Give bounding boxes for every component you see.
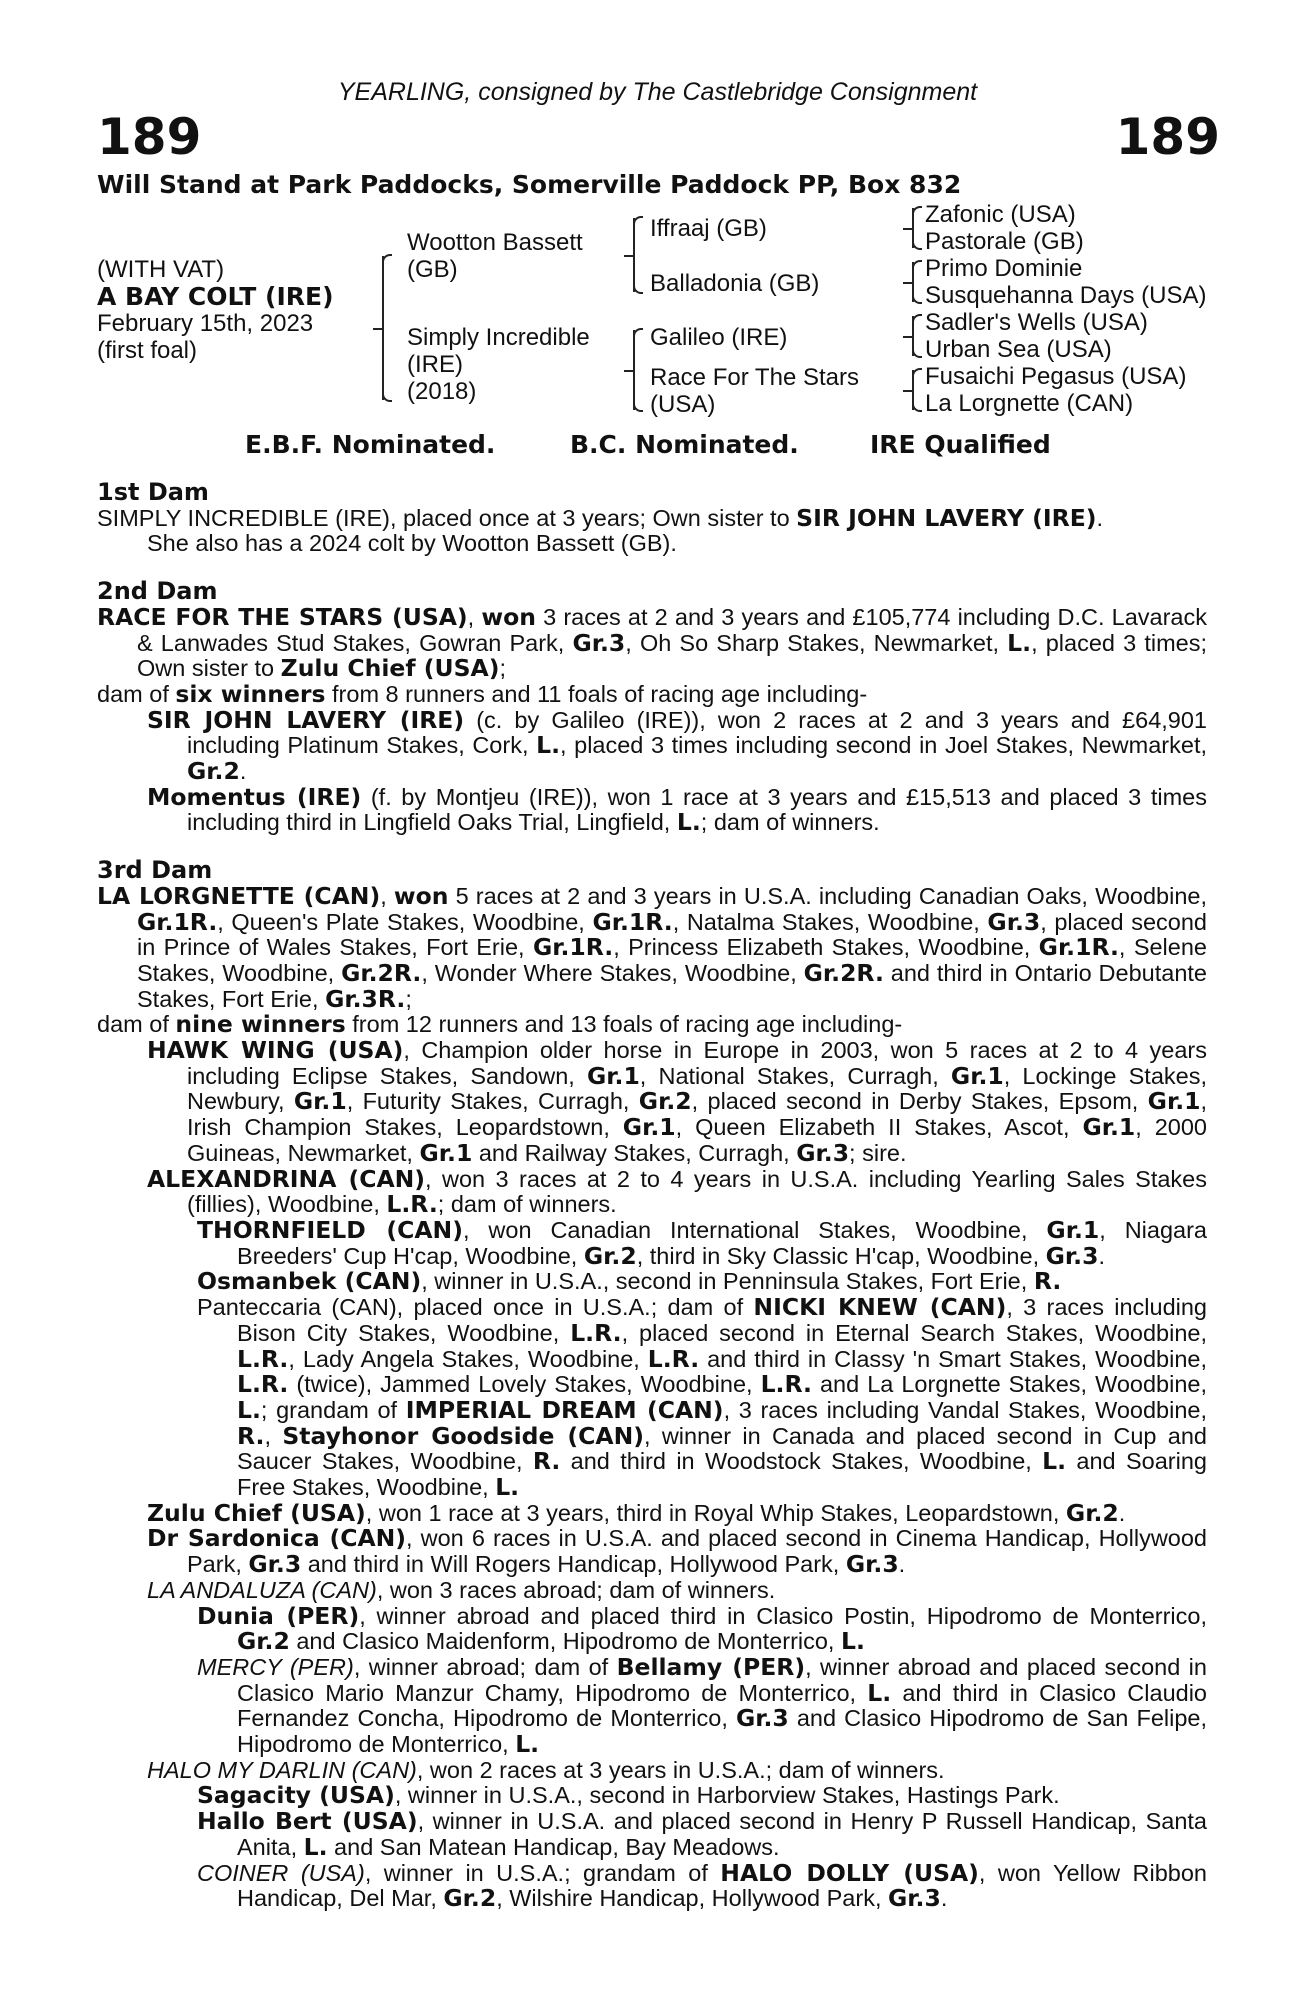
emphasis-text: Gr.1R.	[532, 933, 614, 962]
dam-dam: Race For The Stars	[650, 364, 859, 391]
emphasis-text: L.R.	[647, 1344, 700, 1373]
sire-sire: Iffraaj (GB)	[650, 215, 767, 242]
body-text: , Queen Elizabeth II Stakes, Ascot,	[675, 1114, 1083, 1141]
body-text: MERCY (PER)	[197, 1653, 354, 1680]
pedigree-paragraph	[97, 602, 1207, 683]
body-text: , Champion older horse in Europe in 2003, won 5 races at 2 to 4 years including Eclipse Stakes, Sandown,	[187, 1037, 1207, 1089]
emphasis-text: L.	[676, 808, 701, 837]
emphasis-text: won	[481, 602, 536, 631]
emphasis-text: Gr.1	[293, 1087, 347, 1116]
g3-brace-2	[912, 262, 914, 302]
sire-country: (GB)	[407, 256, 458, 283]
emphasis-text: ALEXANDRINA (CAN)	[147, 1164, 426, 1193]
emphasis-text: Gr.3	[572, 628, 626, 657]
pedigree-paragraph	[97, 1652, 1207, 1759]
dam-country: (IRE)	[407, 351, 463, 378]
body-text: 3 races at 2 and 3 years and £105,774 including D.C. Lavarack & Lanwades Stud Stakes, Gowran Park,	[137, 603, 1207, 656]
emphasis-text: Zulu Chief (USA)	[147, 1498, 366, 1527]
body-text: ;	[499, 655, 506, 682]
dam-brace	[633, 330, 635, 410]
consignment-line: YEARLING, consigned by The Castlebridge Consignment	[337, 78, 978, 106]
emphasis-text: Bellamy (PER)	[616, 1652, 806, 1681]
body-text: , won 2 races at 3 years in U.S.A.; dam of winners.	[416, 1756, 945, 1783]
body-text: , placed second in Prince of Wales Stakes, Fort Erie,	[137, 908, 1207, 961]
dam-year: (2018)	[407, 378, 477, 405]
ire-qualification: IRE Qualified	[870, 430, 1051, 459]
g3-ancestor-2: Pastorale (GB)	[925, 228, 1084, 255]
body-text: , won Yellow Ribbon Handicap, Del Mar,	[237, 1859, 1207, 1912]
body-text: , winner abroad and placed third in Clasico Postin, Hipodromo de Monterrico,	[359, 1602, 1207, 1629]
body-text: ; dam of winners.	[700, 809, 880, 836]
g3-ancestor-3: Primo Dominie	[925, 255, 1083, 282]
emphasis-text: Osmanbek (CAN)	[197, 1267, 422, 1296]
pedigree-paragraph	[97, 1526, 1207, 1577]
body-text: Panteccaria (CAN), placed once in U.S.A.; dam of	[197, 1294, 754, 1321]
emphasis-text: Gr.1	[1082, 1113, 1136, 1142]
pedigree-paragraph	[97, 881, 1208, 1013]
g3-ancestor-8: La Lorgnette (CAN)	[925, 390, 1134, 417]
emphasis-text: Gr.3	[987, 907, 1041, 936]
vat-note: (WITH VAT)	[97, 256, 225, 283]
emphasis-text: Gr.2R.	[803, 958, 884, 987]
emphasis-text: L.	[515, 1730, 540, 1759]
body-text: .	[940, 1885, 948, 1912]
emphasis-text: Gr.2	[638, 1087, 692, 1116]
emphasis-text: Gr.2R.	[341, 958, 422, 987]
body-text: and third in Clasico Claudio Fernandez Concha, Hipodromo de Monterrico,	[237, 1679, 1207, 1732]
body-text: .	[1118, 1499, 1126, 1526]
body-text: SIMPLY INCREDIBLE (IRE), placed once at 3 years; Own sister to	[97, 504, 797, 531]
body-text: , Queen's Plate Stakes, Woodbine,	[217, 908, 593, 935]
emphasis-text: SIR JOHN LAVERY (IRE)	[796, 503, 1097, 532]
emphasis-text: L.	[1007, 628, 1032, 657]
emphasis-text: Gr.1R.	[592, 907, 673, 936]
emphasis-text: L.	[536, 731, 560, 760]
emphasis-text: Dunia (PER)	[197, 1601, 360, 1630]
body-text: , won Canadian International Stakes, Woodbine,	[462, 1216, 1047, 1243]
emphasis-text: Gr.3	[888, 1884, 941, 1913]
body-text: and third in Woodstock Stakes, Woodbine,	[560, 1448, 1043, 1475]
emphasis-text: L.	[1042, 1447, 1067, 1476]
emphasis-text: Gr.2	[443, 1884, 497, 1913]
emphasis-text: R.	[237, 1421, 265, 1450]
pedigree-paragraph	[97, 705, 1207, 786]
body-text: , won 6 races in U.S.A. and placed second in Cinema Handicap, Hollywood Park,	[187, 1525, 1207, 1578]
emphasis-text: Gr.2	[583, 1241, 637, 1270]
emphasis-text: Gr.1	[622, 1113, 676, 1142]
bc-nomination: B.C. Nominated.	[570, 430, 799, 459]
body-text: , Niagara Breeders' Cup H'cap, Woodbine,	[237, 1216, 1207, 1269]
emphasis-text: Gr.1	[950, 1061, 1004, 1090]
body-text: LA ANDALUZA (CAN)	[147, 1576, 377, 1603]
emphasis-text: R.	[532, 1447, 561, 1476]
horse-name: A BAY COLT (IRE)	[97, 282, 334, 311]
body-text: ; sire.	[849, 1139, 907, 1166]
body-text: , winner in U.S.A. and placed second in Henry P Russell Handicap, Santa Anita,	[237, 1808, 1207, 1860]
emphasis-text: Gr.1	[1046, 1215, 1100, 1244]
g3-ancestor-6: Urban Sea (USA)	[925, 336, 1112, 363]
emphasis-text: Gr.3	[796, 1138, 850, 1167]
pedigree-paragraph	[97, 1809, 1207, 1860]
pedigree-paragraph	[97, 1295, 1207, 1501]
body-text: dam of	[97, 680, 176, 707]
pedigree-paragraph	[97, 503, 1207, 532]
pedigree-paragraph	[97, 1012, 1207, 1038]
emphasis-text: Stayhonor Goodside (CAN)	[282, 1421, 644, 1450]
body-text: , winner in Canada and placed second in Cup and Saucer Stakes, Woodbine,	[237, 1422, 1207, 1475]
lot-number-right: 189	[1115, 108, 1220, 166]
emphasis-text: L.	[867, 1678, 892, 1707]
pedigree-paragraph	[97, 1858, 1207, 1913]
g3-ancestor-7: Fusaichi Pegasus (USA)	[925, 363, 1187, 390]
emphasis-text: THORNFIELD (CAN)	[197, 1215, 463, 1244]
emphasis-text: L.R.	[570, 1318, 622, 1347]
body-text: , Wonder Where Stakes, Woodbine,	[421, 959, 804, 986]
emphasis-text: Gr.2	[187, 757, 240, 786]
emphasis-text: Gr.3	[1045, 1241, 1099, 1270]
body-text: and Soaring Free Stakes, Woodbine,	[237, 1448, 1207, 1501]
body-text: from 12 runners and 13 foals of racing age including-	[345, 1011, 903, 1038]
pedigree-paragraph	[97, 1215, 1207, 1270]
emphasis-text: Gr.1R.	[137, 907, 218, 936]
body-text: dam of	[97, 1011, 176, 1038]
pedigree-paragraph	[97, 1601, 1207, 1656]
body-text: ; dam of winners.	[437, 1191, 617, 1218]
g3-brace-4	[912, 370, 914, 410]
emphasis-text: L.R.	[386, 1190, 438, 1219]
body-text: ; grandam of	[260, 1396, 406, 1423]
emphasis-text: LA LORGNETTE (CAN)	[97, 881, 381, 910]
body-text: , Irish Champion Stakes, Leopardstown,	[187, 1088, 1208, 1141]
body-text: ;	[405, 985, 412, 1012]
body-text: , 3 races including Vandal Stakes, Woodbine,	[723, 1396, 1208, 1423]
pedigree-paragraph	[97, 1783, 1207, 1809]
pedigree-paragraph	[97, 782, 1207, 837]
body-text: ,	[380, 882, 394, 909]
body-text: and third in Ontario Debutante Stakes, Fort Erie,	[137, 959, 1208, 1012]
pedigree-paragraph	[97, 531, 1207, 557]
pedigree-paragraph	[97, 679, 1207, 708]
body-text: , won 3 races at 2 to 4 years in U.S.A. including Yearling Sales Stakes (fillies), Woodbine,	[187, 1165, 1208, 1218]
emphasis-text: Momentus (IRE)	[147, 782, 362, 811]
dam-dam-country: (USA)	[650, 391, 716, 418]
sire-dam: Balladonia (GB)	[650, 270, 820, 297]
sire-name: Wootton Bassett	[407, 229, 583, 256]
body-text: , Natalma Stakes, Woodbine,	[672, 908, 988, 935]
pedigree-paragraph	[97, 1269, 1207, 1295]
body-text: and Railway Stakes, Curragh,	[472, 1139, 797, 1166]
body-text: , winner abroad and placed second in Clasico Mario Manzur Chamy, Hipodromo de Monterrico,	[237, 1653, 1207, 1706]
body-text: from 8 runners and 11 foals of racing age including-	[325, 680, 868, 707]
emphasis-text: Gr.1	[419, 1138, 473, 1167]
lot-number-left: 189	[97, 108, 202, 166]
g3-brace-1	[912, 208, 914, 248]
body-text: (f. by Montjeu (IRE)), won 1 race at 3 years and £15,513 and placed 3 times including third in Lingfield Oaks Trial, Lingfield,	[187, 783, 1207, 836]
sire-brace	[633, 218, 635, 292]
emphasis-text: Gr.3	[735, 1704, 789, 1733]
emphasis-text: IMPERIAL DREAM (CAN)	[405, 1395, 724, 1424]
dam-sire: Galileo (IRE)	[650, 324, 788, 351]
emphasis-text: RACE FOR THE STARS (USA)	[97, 602, 468, 631]
emphasis-text: six winners	[175, 679, 326, 708]
emphasis-text: L.	[495, 1473, 520, 1502]
body-text: She also has a 2024 colt by Wootton Bassett (GB).	[147, 530, 677, 557]
emphasis-text: R.	[1033, 1267, 1062, 1296]
generation1-brace	[382, 256, 384, 400]
body-text: , Princess Elizabeth Stakes, Woodbine,	[613, 934, 1039, 961]
body-text: , Lady Angela Stakes, Woodbine,	[288, 1345, 648, 1372]
body-text: COINER (USA)	[197, 1859, 365, 1886]
emphasis-text: L.R.	[237, 1370, 289, 1399]
emphasis-text: Gr.2	[237, 1627, 290, 1656]
body-text: , Lockinge Stakes, Newbury,	[187, 1062, 1207, 1115]
foaling-date: February 15th, 2023	[97, 310, 314, 337]
body-text: , winner in U.S.A.; grandam of	[364, 1859, 721, 1886]
body-text: and third in Will Rogers Handicap, Hollywood Park,	[301, 1551, 846, 1578]
emphasis-text: Gr.1R.	[1038, 933, 1119, 962]
emphasis-text: SIR JOHN LAVERY (IRE)	[147, 705, 465, 734]
body-text: (twice), Jammed Lovely Stakes, Woodbine,	[288, 1371, 761, 1398]
body-text: , Selene Stakes, Woodbine,	[137, 934, 1207, 986]
dam-sections	[97, 480, 1207, 1912]
emphasis-text: Gr.2	[1065, 1498, 1119, 1527]
body-text: , won 3 races abroad; dam of winners.	[376, 1576, 776, 1603]
body-text: , placed 3 times including second in Joel Stakes, Newmarket,	[560, 732, 1207, 759]
body-text: , 3 races including Bison City Stakes, Woodbine,	[237, 1294, 1207, 1346]
emphasis-text: Gr.1	[1147, 1087, 1201, 1116]
emphasis-text: Dr Sardonica (CAN)	[147, 1524, 407, 1553]
body-text: , placed second in Derby Stakes, Epsom,	[691, 1088, 1148, 1115]
body-text: and third in Classy 'n Smart Stakes, Woodbine,	[699, 1345, 1207, 1372]
body-text: and Clasico Maidenform, Hipodromo de Monterrico,	[289, 1628, 841, 1655]
emphasis-text: L.R.	[760, 1370, 812, 1399]
emphasis-text: Hallo Bert (USA)	[197, 1807, 418, 1836]
body-text: , won 1 race at 3 years, third in Royal Whip Stakes, Leopardstown,	[365, 1499, 1066, 1526]
g3-ancestor-5: Sadler's Wells (USA)	[925, 309, 1148, 336]
emphasis-text: L.R.	[237, 1344, 289, 1373]
emphasis-text: HALO DOLLY (USA)	[720, 1858, 979, 1887]
body-text: , winner in U.S.A., second in Penninsula Stakes, Fort Erie,	[421, 1268, 1034, 1295]
body-text: .	[1098, 1242, 1105, 1269]
body-text: , Futurity Stakes, Curragh,	[346, 1088, 639, 1115]
body-text: , National Stakes, Curragh,	[639, 1062, 951, 1089]
body-text: ,	[467, 603, 482, 630]
emphasis-text: HAWK WING (USA)	[147, 1036, 404, 1065]
body-text: .	[1096, 504, 1104, 531]
body-text: and San Matean Handicap, Bay Meadows.	[327, 1833, 780, 1860]
emphasis-text: L.	[841, 1627, 865, 1656]
body-text: .	[239, 758, 247, 785]
foal-note: (first foal)	[97, 337, 198, 364]
body-text: , winner abroad; dam of	[353, 1653, 617, 1680]
body-text: (c. by Galileo (IRE)), won 2 races at 2 and 3 years and £64,901 including Platinum Stakes, Cork,	[187, 706, 1207, 759]
dam-name: Simply Incredible	[407, 324, 590, 351]
emphasis-text: L.	[237, 1395, 261, 1424]
body-text: , Wilshire Handicap, Hollywood Park,	[496, 1885, 888, 1912]
body-text: and La Lorgnette Stakes, Woodbine,	[811, 1371, 1207, 1398]
emphasis-text: Gr.3	[248, 1550, 302, 1579]
pedigree-paragraph	[97, 1578, 1207, 1604]
body-text: and Clasico Hipodromo de San Felipe, Hipodromo de Monterrico,	[237, 1705, 1207, 1758]
pedigree-paragraph	[97, 1498, 1207, 1527]
emphasis-text: Zulu Chief (USA)	[280, 654, 500, 683]
emphasis-text: won	[393, 881, 449, 910]
g3-brace-3	[912, 316, 914, 356]
body-text: 5 races at 2 and 3 years in U.S.A. including Canadian Oaks, Woodbine,	[448, 882, 1207, 909]
emphasis-text: nine winners	[175, 1010, 346, 1039]
body-text: , winner in U.S.A., second in Harborview Stakes, Hastings Park.	[394, 1782, 1060, 1809]
g3-ancestor-1: Zafonic (USA)	[925, 201, 1076, 228]
g3-ancestor-4: Susquehanna Days (USA)	[925, 282, 1207, 309]
body-text: , third in Sky Classic H'cap, Woodbine,	[636, 1242, 1046, 1269]
body-text: , placed 3 times; Own sister to	[137, 629, 1207, 682]
stand-location: Will Stand at Park Paddocks, Somerville Paddock PP, Box 832	[97, 170, 962, 199]
body-text: .	[898, 1551, 906, 1578]
pedigree-paragraph	[97, 1164, 1208, 1219]
body-text: , placed second in Eternal Search Stakes, Woodbine,	[621, 1319, 1208, 1346]
emphasis-text: L.	[303, 1832, 328, 1861]
section-heading: 3rd Dam	[97, 856, 213, 885]
ebf-nomination: E.B.F. Nominated.	[245, 430, 496, 459]
pedigree-paragraph	[97, 1758, 1207, 1784]
emphasis-text: NICKI KNEW (CAN)	[753, 1293, 1007, 1322]
section-heading: 2nd Dam	[97, 577, 218, 606]
section-heading: 1st Dam	[97, 478, 209, 506]
emphasis-text: Gr.1	[586, 1061, 640, 1090]
pedigree-paragraph	[97, 1038, 1207, 1167]
body-text: ,	[264, 1422, 283, 1449]
emphasis-text: Gr.3R.	[325, 984, 406, 1013]
emphasis-text: Gr.3	[845, 1550, 899, 1579]
body-text: , Oh So Sharp Stakes, Newmarket,	[625, 629, 1008, 656]
body-text: , 2000 Guineas, Newmarket,	[187, 1114, 1207, 1166]
body-text: HALO MY DARLIN (CAN)	[147, 1756, 417, 1783]
emphasis-text: Sagacity (USA)	[197, 1781, 395, 1810]
